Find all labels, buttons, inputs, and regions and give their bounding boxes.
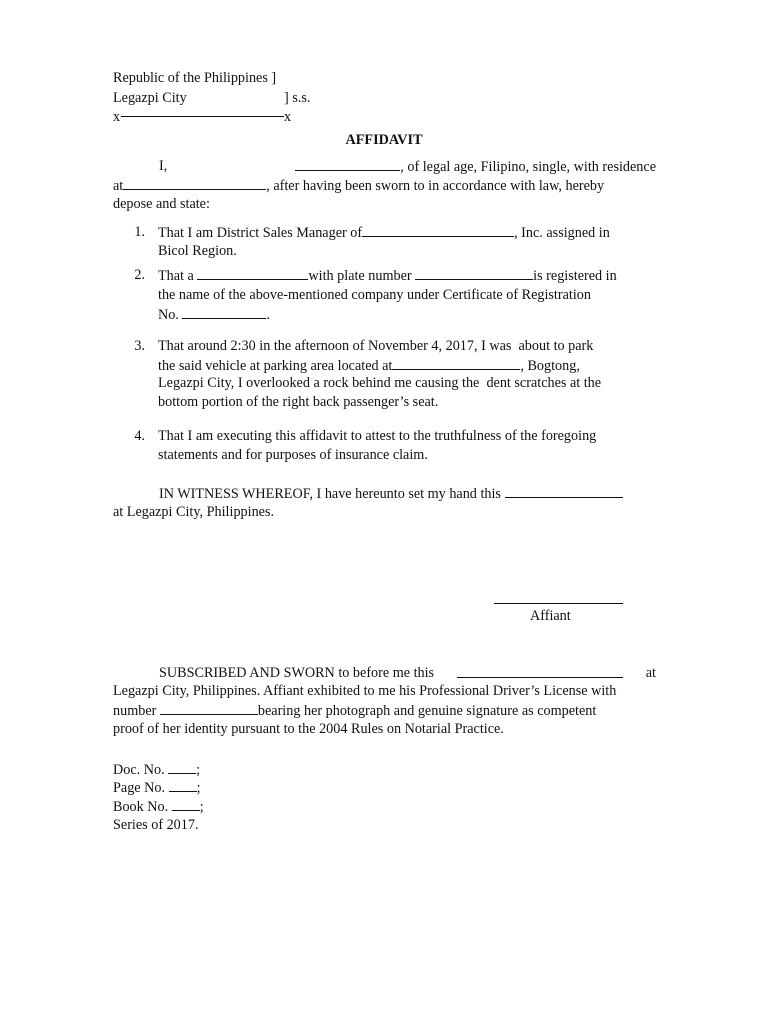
jurat-text: number [113,703,157,719]
vehicle-blank[interactable] [197,266,308,280]
jurat-line-4: proof of her identity pursuant to the 2004 Rules on Notarial Practice. [113,721,504,737]
doc-no-line [113,760,200,779]
caption-divider [121,116,284,117]
item-text: , Bogtong, [520,358,580,374]
notarial-label: Page No. [113,780,166,796]
city-line: Legazpi City [113,90,187,106]
item-3-line-3: Legazpi City, I overlooked a rock behind me causing the dent scratches at the [158,375,602,391]
item-text: That I am District Sales Manager of [158,225,363,241]
item-text: , Inc. assigned in [514,225,610,241]
item-text: That a [158,268,194,284]
jurat-text: at [645,665,656,681]
witness-date-blank[interactable] [505,484,623,498]
item-4-line-2: statements and for purposes of insurance claim. [158,447,428,463]
item-text: with plate number [308,268,412,284]
intro-line-2 [113,176,604,195]
intro-blank-group [295,157,656,176]
jurat-line-1 [159,664,656,682]
item-1-line-1 [158,223,656,242]
item-1-line-2: Bicol Region. [158,243,237,259]
jurat-line-2: Legazpi City, Philippines. Affiant exhibited to me his Professional Driver’s License with [113,683,617,699]
ss-bracket: ] s.s. [284,90,311,106]
jurat-line-3 [113,701,596,720]
item-number: 2. [134,267,145,283]
notarial-text: ; [196,762,201,778]
witness-line-1 [159,484,623,503]
page-no-blank[interactable] [169,778,197,792]
intro-text: I, [159,158,168,174]
item-3-line-1: That around 2:30 in the afternoon of November 4, 2017, I was about to park [158,338,594,354]
x-right: x [284,109,292,125]
plate-number-blank[interactable] [415,266,533,280]
item-3-line-2 [158,356,656,375]
intro-line-3: depose and state: [113,196,210,212]
jurat-date-blank[interactable] [457,664,623,678]
parking-area-blank[interactable] [392,356,520,370]
item-text [158,356,580,375]
affiant-label: Affiant [530,608,571,624]
book-no-blank[interactable] [172,797,200,811]
notarial-text: ; [196,780,201,796]
page-no-line [113,778,201,797]
item-2-line-1 [158,266,617,285]
intro-line-1 [159,157,656,176]
item-text: is registered in [533,268,617,284]
intro-text: , after having been sworn to in accordance with law, hereby [266,178,605,194]
witness-text: IN WITNESS WHEREOF, I have hereunto set my hand this [159,486,501,502]
intro-text: at [113,178,124,194]
item-text: the said vehicle at parking area located at [158,358,393,374]
name-blank[interactable] [295,157,400,171]
item-text [158,223,610,242]
intro-text: , of legal age, Filipino, single, with residence [400,159,656,175]
residence-blank[interactable] [123,176,266,190]
notarial-label: Book No. [113,799,169,815]
item-text: No. [158,307,179,323]
witness-line-2: at Legazpi City, Philippines. [113,504,275,520]
company-blank[interactable] [362,223,514,237]
series-line: Series of 2017. [113,817,199,833]
book-no-line [113,797,204,816]
republic-line: Republic of the Philippines ] [113,70,277,86]
item-number: 3. [134,338,145,354]
x-left: x [113,109,121,125]
notarial-label: Doc. No. [113,762,165,778]
item-text: . [266,307,270,323]
notarial-text: ; [199,799,204,815]
doc-no-blank[interactable] [168,760,196,774]
item-number: 1. [134,224,145,240]
item-2-line-2: the name of the above-mentioned company under Certificate of Registration [158,287,591,303]
jurat-text: SUBSCRIBED AND SWORN to before me this [159,665,435,681]
license-number-blank[interactable] [160,701,258,715]
item-number: 4. [134,428,145,444]
affiant-signature-line[interactable] [494,603,623,604]
item-2-line-3 [158,305,270,324]
jurat-text: bearing her photograph and genuine signature as competent [257,703,597,719]
document-title: AFFIDAVIT [345,132,423,148]
item-4-line-1: That I am executing this affidavit to attest to the truthfulness of the foregoing [158,428,597,444]
certificate-number-blank[interactable] [182,305,266,319]
item-3-line-4: bottom portion of the right back passenger’s seat. [158,394,439,410]
